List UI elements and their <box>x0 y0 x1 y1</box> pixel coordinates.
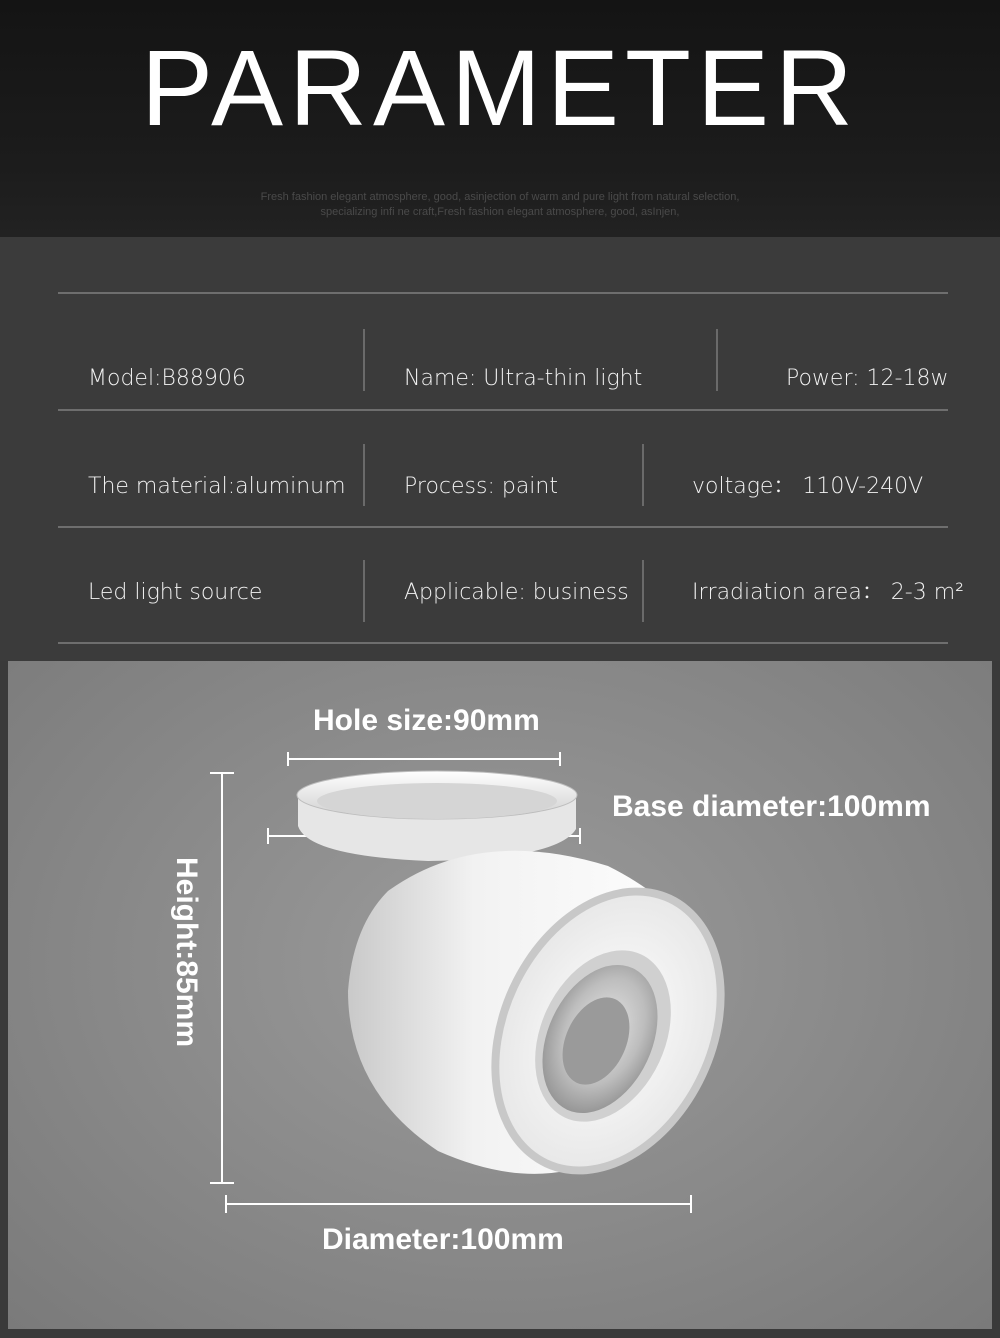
dimension-diagram <box>8 661 992 1329</box>
param-irradiation-area: Irradiation area： 2-3 m² <box>692 580 964 605</box>
height-label: Height:85mm <box>170 856 203 1048</box>
header-subtitle <box>180 190 820 220</box>
param-power: Power: 12-18w <box>786 366 949 391</box>
table-divider <box>58 409 948 411</box>
param-process: Process: paint <box>404 474 558 499</box>
hole-size-label: Hole size:90mm <box>313 704 540 737</box>
subtitle-line-1: Fresh fashion elegant atmosphere, good, asinjection of warm and pure light from natural selection, <box>260 191 740 203</box>
column-divider <box>363 444 365 506</box>
column-divider <box>642 444 644 506</box>
param-light-source: Led light source <box>88 580 263 605</box>
lamp-body <box>348 849 769 1212</box>
param-name: Name: Ultra-thin light <box>404 366 643 391</box>
subtitle-line-2: specializing infi ne craft,Fresh fashion elegant atmosphere, good, asInjen, <box>320 206 680 218</box>
diameter-label: Diameter:100mm <box>322 1223 564 1256</box>
mounting-ring <box>297 771 577 861</box>
column-divider <box>642 560 644 622</box>
param-model: Model:B88906 <box>88 366 246 391</box>
column-divider <box>363 329 365 391</box>
param-applicable: Applicable: business <box>404 580 629 605</box>
column-divider <box>363 560 365 622</box>
header-banner <box>0 0 1000 237</box>
table-divider-top <box>58 292 948 294</box>
parameter-table <box>0 237 1000 661</box>
column-divider <box>716 329 718 391</box>
page-title: PARAMETER <box>140 27 860 148</box>
base-diameter-label: Base diameter:100mm <box>612 790 931 823</box>
table-divider-bottom <box>58 642 948 644</box>
param-voltage: voltage： 110V-240V <box>692 474 924 499</box>
param-material: The material:aluminum <box>88 474 346 499</box>
table-divider <box>58 526 948 528</box>
